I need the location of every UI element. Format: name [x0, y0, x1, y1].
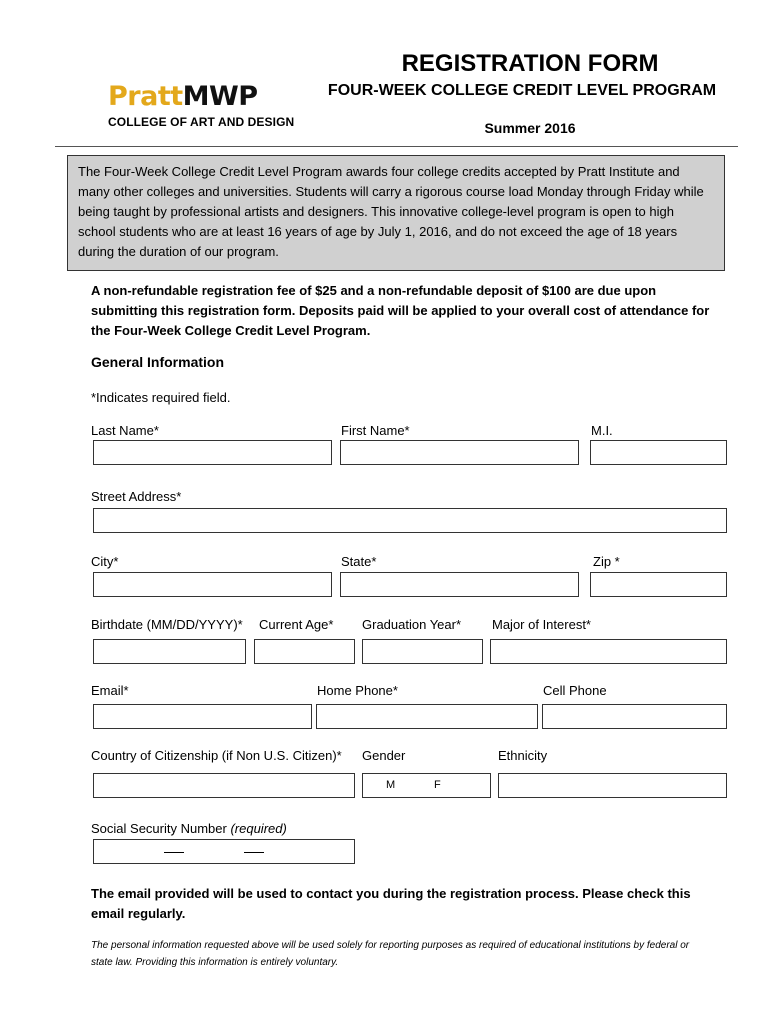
citizenship-label: Country of Citizenship (if Non U.S. Citizen)*	[91, 748, 342, 763]
mi-label: M.I.	[591, 423, 613, 438]
city-label: City*	[91, 554, 119, 569]
current-age-label: Current Age*	[259, 617, 334, 632]
zip-field[interactable]	[590, 572, 727, 597]
program-title: FOUR-WEEK COLLEGE CREDIT LEVEL PROGRAM	[327, 82, 717, 99]
header-divider	[55, 146, 738, 147]
ssn-separator	[164, 852, 184, 853]
mi-field[interactable]	[590, 440, 727, 465]
gender-option-f[interactable]: F	[434, 779, 441, 791]
privacy-statement: The personal information requested above will be used solely for reporting purposes as required of educational institutions by federal or state law. Providing this information is entirely voluntary.	[91, 940, 690, 968]
email-field[interactable]	[93, 704, 312, 729]
ethnicity-label: Ethnicity	[498, 748, 548, 763]
ssn-field[interactable]	[93, 839, 355, 864]
street-address-field[interactable]	[93, 508, 727, 533]
birthdate-label: Birthdate (MM/DD/YYYY)*	[91, 617, 243, 632]
email-label: Email*	[91, 683, 129, 698]
last-name-field[interactable]	[93, 440, 332, 465]
season-label: Summer 2016	[484, 120, 576, 136]
ssn-separator	[244, 852, 264, 853]
cell-phone-field[interactable]	[542, 704, 727, 729]
home-phone-label: Home Phone*	[317, 683, 398, 698]
first-name-label: First Name*	[341, 423, 410, 438]
program-intro-box	[67, 155, 725, 271]
section-title: General Information	[91, 354, 225, 370]
graduation-year-label: Graduation Year*	[362, 617, 462, 632]
logo-subtitle: COLLEGE OF ART AND DESIGN	[108, 115, 295, 129]
major-field[interactable]	[490, 639, 727, 664]
last-name-label: Last Name*	[91, 423, 159, 438]
required-note: *Indicates required field.	[91, 390, 231, 405]
fee-notice: A non-refundable registration fee of $25 and a non-refundable deposit of $100 are due upon submitting this registration form. Deposits paid will be applied to your overall cost of attendance for the Four-Week College Credit Level Program.	[91, 283, 710, 338]
program-intro-text: The Four-Week College Credit Level Program awards four college credits accepted by Pratt Institute and many other colleges and universities. Students will carry a rigorous course load Monday through Friday while being taught by professional artists and designers. This innovative college-level program is open to high school students who are at least 16 years of age by July 1, 2016, and do not exceed the age of 18 years during the duration of our program.	[78, 164, 704, 259]
current-age-field[interactable]	[254, 639, 355, 664]
city-field[interactable]	[93, 572, 332, 597]
gender-field[interactable]	[362, 773, 491, 798]
logo	[108, 82, 294, 129]
ssn-required-note: (required)	[230, 821, 287, 836]
ethnicity-field[interactable]	[498, 773, 727, 798]
home-phone-field[interactable]	[316, 704, 538, 729]
gender-label: Gender	[362, 748, 406, 763]
state-field[interactable]	[340, 572, 579, 597]
logo-wordmark: PrattMWP	[108, 81, 258, 112]
citizenship-field[interactable]	[93, 773, 355, 798]
email-notice: The email provided will be used to contact you during the registration process. Please check this email regularly.	[91, 886, 691, 921]
first-name-field[interactable]	[340, 440, 579, 465]
gender-option-m[interactable]: M	[386, 779, 396, 791]
form-title: REGISTRATION FORM	[401, 50, 659, 77]
ssn-label: Social Security Number (required)	[91, 821, 287, 836]
graduation-year-field[interactable]	[362, 639, 483, 664]
cell-phone-label: Cell Phone	[543, 683, 607, 698]
zip-label: Zip *	[593, 554, 620, 569]
birthdate-field[interactable]	[93, 639, 246, 664]
street-address-label: Street Address*	[91, 489, 182, 504]
state-label: State*	[341, 554, 377, 569]
major-label: Major of Interest*	[492, 617, 591, 632]
